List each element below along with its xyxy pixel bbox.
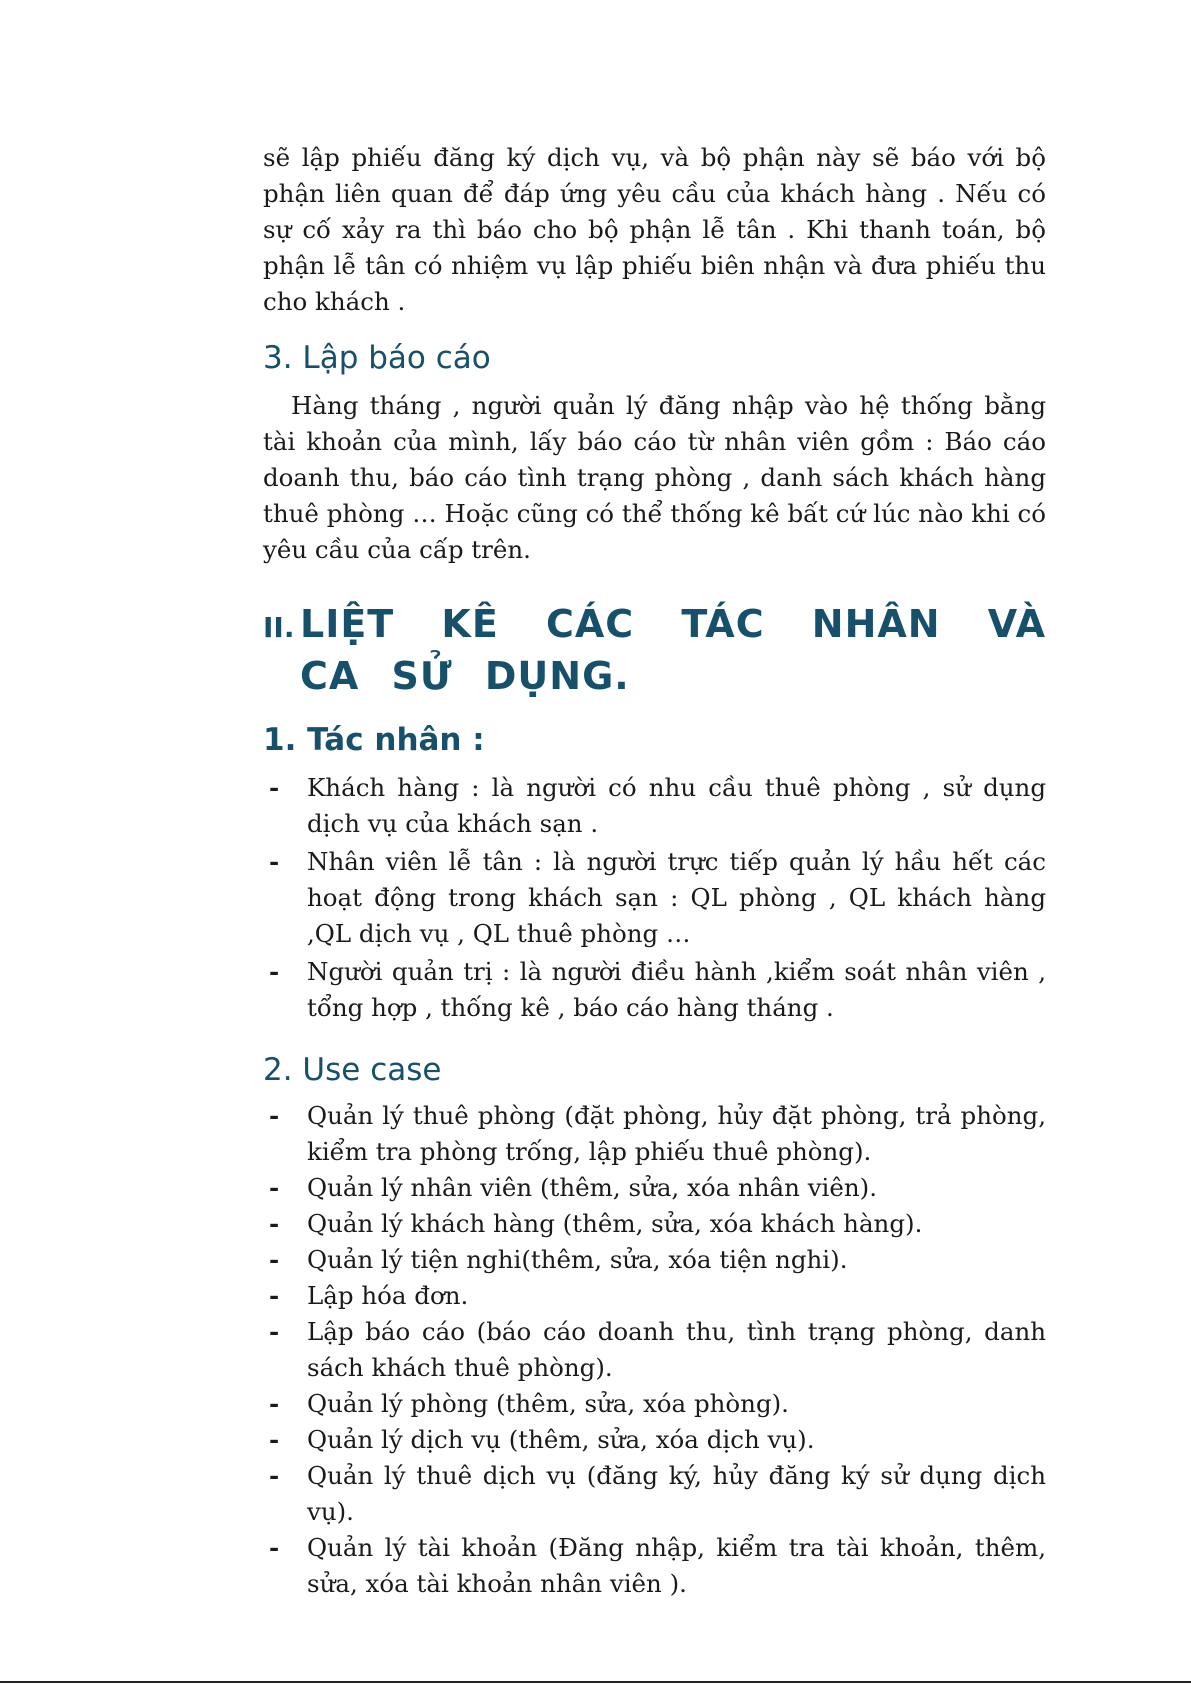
usecase-item: - Quản lý tiện nghi(thêm, sửa, xóa tiện nghi).	[263, 1242, 1046, 1278]
section-3-heading: 3. Lập báo cáo	[263, 340, 491, 376]
document-page	[263, 140, 1046, 1602]
usecase-item: - Lập báo cáo (báo cáo doanh thu, tình trạng phòng, danh sách khách thuê phòng).	[263, 1314, 1046, 1386]
intro-paragraph: sẽ lập phiếu đăng ký dịch vụ, và bộ phận này sẽ báo với bộ phận liên quan để đáp ứng yêu cầu của khách hàng . Nếu có sự cố xảy ra thì báo cho bộ phận lễ tân . Khi thanh toán, bộ phận lễ tân có nhiệm vụ lập phiếu biên nhận và đưa phiếu thu cho khách .	[263, 143, 1046, 316]
usecase-heading: 2. Use case	[263, 1052, 442, 1088]
usecase-item: - Quản lý phòng (thêm, sửa, xóa phòng).	[263, 1386, 1046, 1422]
footer-rule	[0, 1681, 1191, 1683]
usecase-list	[263, 1098, 1046, 1602]
usecase-item: - Quản lý khách hàng (thêm, sửa, xóa khách hàng).	[263, 1206, 1046, 1242]
usecase-item: - Quản lý thuê phòng (đặt phòng, hủy đặt phòng, trả phòng, kiểm tra phòng trống, lập phiếu thuê phòng).	[263, 1098, 1046, 1170]
actor-item: - Khách hàng : là người có nhu cầu thuê phòng , sử dụng dịch vụ của khách sạn .	[263, 770, 1046, 842]
actor-item: - Nhân viên lễ tân : là người trực tiếp quản lý hầu hết các hoạt động trong khách sạn : QL phòng , QL khách hàng ,QL dịch vụ , QL thuê phòng …	[263, 844, 1046, 952]
actors-list	[263, 770, 1046, 1026]
usecase-item: - Quản lý dịch vụ (thêm, sửa, xóa dịch vụ).	[263, 1422, 1046, 1458]
actors-heading: 1. Tác nhân :	[263, 722, 485, 758]
usecase-item: - Lập hóa đơn.	[263, 1278, 1046, 1314]
usecase-item: - Quản lý tài khoản (Đăng nhập, kiểm tra tài khoản, thêm, sửa, xóa tài khoản nhân viên ).	[263, 1530, 1046, 1602]
usecase-item: - Quản lý nhân viên (thêm, sửa, xóa nhân viên).	[263, 1170, 1046, 1206]
actor-item: - Người quản trị : là người điều hành ,kiểm soát nhân viên , tổng hợp , thống kê , báo cáo hàng tháng .	[263, 954, 1046, 1026]
section-3-paragraph: Hàng tháng , người quản lý đăng nhập vào hệ thống bằng tài khoản của mình, lấy báo cáo từ nhân viên gồm : Báo cáo doanh thu, báo cáo tình trạng phòng , danh sách khách hàng thuê phòng … Hoặc cũng có thể thống kê bất cứ lúc nào khi có yêu cầu của cấp trên.	[263, 391, 1046, 564]
section-II-title: LIỆT KÊ CÁC TÁC NHÂN VÀ CA SỬ DỤNG.	[300, 602, 1046, 698]
section-II-heading	[263, 598, 1046, 702]
usecase-item: - Quản lý thuê dịch vụ (đăng ký, hủy đăng ký sử dụng dịch vụ).	[263, 1458, 1046, 1530]
section-II-number: II.	[263, 611, 295, 644]
